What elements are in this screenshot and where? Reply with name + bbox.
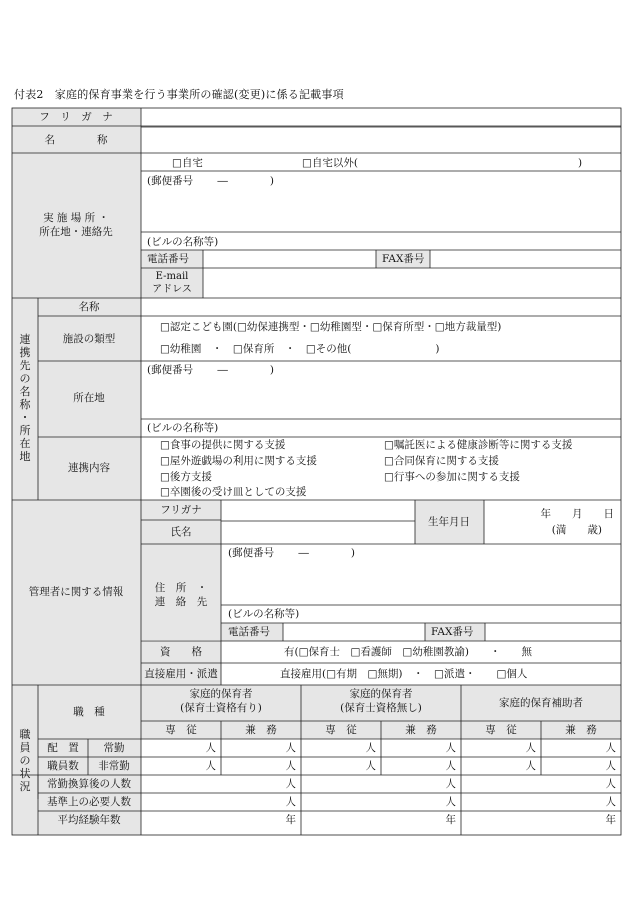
col2-header-2: (保育士資格無し) (340, 702, 422, 714)
col1-part-label: 兼 務 (245, 724, 277, 736)
employment-value[interactable]: 直接雇用(□有期 □無期) ・ □派遣・ □個人 (280, 668, 528, 680)
assign-label-2: 職員数 (47, 760, 79, 772)
unit-required-c2: 人 (445, 796, 456, 808)
content-meal-checkbox[interactable]: □食事の提供に関する支援 (160, 439, 286, 451)
manager-name-label: 氏名 (170, 526, 192, 538)
regular-label: 常勤 (103, 742, 125, 754)
facility-type-label: 施設の類型 (62, 333, 116, 345)
birth-ymd: 年 月 日 (540, 508, 614, 520)
unit-fte-c2: 人 (445, 778, 456, 790)
nonregular-label: 非常勤 (98, 760, 130, 772)
partner-name-label: 名称 (78, 301, 100, 313)
content-backup-checkbox[interactable]: □後方支援 (160, 471, 212, 483)
other-close: ) (578, 157, 583, 169)
job-type-label: 職 種 (73, 706, 105, 718)
manager-label: 管理者に関する情報 (28, 586, 124, 598)
col3-full-label: 専 従 (485, 724, 517, 736)
partner-content-label: 連携内容 (68, 462, 110, 474)
unit-avg-c3: 年 (605, 814, 616, 826)
col3-header: 家庭的保育補助者 (499, 697, 583, 709)
unit-nonregular-c1f: 人 (205, 760, 216, 772)
content-joint-checkbox[interactable]: □合同保育に関する支援 (384, 455, 499, 467)
unit-regular-c2f: 人 (365, 742, 376, 754)
unit-nonregular-c2p: 人 (445, 760, 456, 772)
col2-full-label: 専 従 (325, 724, 357, 736)
unit-nonregular-c1p: 人 (285, 760, 296, 772)
manager-building: (ビルの名称等) (228, 608, 300, 620)
email-label-1: E-mail (155, 271, 189, 282)
col3-part-label: 兼 務 (565, 724, 597, 736)
manager-fax-label: FAX番号 (431, 626, 474, 638)
unit-required-c3: 人 (605, 796, 616, 808)
col1-header-1: 家庭的保育者 (189, 688, 253, 700)
fte-label: 常勤換算後の人数 (47, 778, 131, 790)
location-postal: (郵便番号 ― ) (147, 175, 275, 187)
unit-regular-c3p: 人 (605, 742, 616, 754)
unit-fte-c1: 人 (285, 778, 296, 790)
assign-label-1: 配 置 (47, 742, 79, 754)
furigana-label: フ リ ガ ナ (39, 111, 113, 123)
other-checkbox[interactable]: □自宅以外( (302, 157, 359, 169)
unit-regular-c2p: 人 (445, 742, 456, 754)
unit-fte-c3: 人 (605, 778, 616, 790)
content-event-checkbox[interactable]: □行事への参加に関する支援 (384, 471, 520, 483)
col2-header-1: 家庭的保育者 (349, 688, 413, 700)
manager-phone-label: 電話番号 (228, 626, 270, 638)
unit-required-c1: 人 (285, 796, 296, 808)
unit-regular-c3f: 人 (525, 742, 536, 754)
employment-label: 直接雇用・派遣 (144, 668, 218, 680)
unit-nonregular-c2f: 人 (365, 760, 376, 772)
location-label-1: 実 施 場 所 ・ (43, 212, 109, 224)
birth-age: (満 歳) (551, 524, 602, 536)
document-title: 付表2 家庭的保育事業を行う事業所の確認(変更)に係る記載事項 (14, 88, 344, 101)
unit-avg-c2: 年 (445, 814, 456, 826)
name-label: 名 称 (44, 134, 108, 146)
location-label-2: 所在地・連絡先 (39, 226, 113, 238)
col1-full-label: 専 従 (165, 724, 197, 736)
col2-part-label: 兼 務 (405, 724, 437, 736)
email-label-2: アドレス (152, 284, 192, 295)
avg-years-label: 平均経験年数 (57, 814, 121, 826)
partner-postal: (郵便番号 ― ) (147, 364, 275, 376)
content-graduate-checkbox[interactable]: □卒園後の受け皿としての支援 (160, 486, 307, 498)
unit-regular-c1p: 人 (285, 742, 296, 754)
unit-nonregular-c3p: 人 (605, 760, 616, 772)
partner-building: (ビルの名称等) (147, 422, 219, 434)
unit-nonregular-c3f: 人 (525, 760, 536, 772)
content-playground-checkbox[interactable]: □屋外遊戯場の利用に関する支援 (160, 455, 317, 467)
manager-postal: (郵便番号 ― ) (228, 547, 356, 559)
manager-addr-label-1: 住 所 ・ (154, 582, 208, 594)
col1-header-2: (保育士資格有り) (180, 702, 262, 714)
partner-address-label: 所在地 (73, 392, 105, 404)
location-fax-label: FAX番号 (382, 253, 425, 265)
birth-label: 生年月日 (428, 516, 470, 528)
facility-type-line2[interactable]: □幼稚園 ・ □保育所 ・ □その他( ) (160, 343, 440, 355)
unit-regular-c1f: 人 (205, 742, 216, 754)
facility-type-line1[interactable]: □認定こども園(□幼保連携型・□幼稚園型・□保育所型・□地方裁量型) (160, 321, 502, 333)
unit-avg-c1: 年 (285, 814, 296, 826)
qualification-label: 資 格 (160, 646, 202, 658)
qualification-value[interactable]: 有(□保育士 □看護師 □幼稚園教諭) ・ 無 (284, 646, 532, 658)
required-label: 基準上の必要人数 (47, 796, 131, 808)
location-building: (ビルの名称等) (147, 236, 219, 248)
content-health-checkbox[interactable]: □嘱託医による健康診断等に関する支援 (384, 439, 573, 451)
manager-furigana-label: フリガナ (160, 504, 202, 516)
location-phone-label: 電話番号 (147, 253, 189, 265)
home-checkbox[interactable]: □自宅 (172, 157, 203, 169)
manager-addr-label-2: 連 絡 先 (154, 596, 208, 608)
